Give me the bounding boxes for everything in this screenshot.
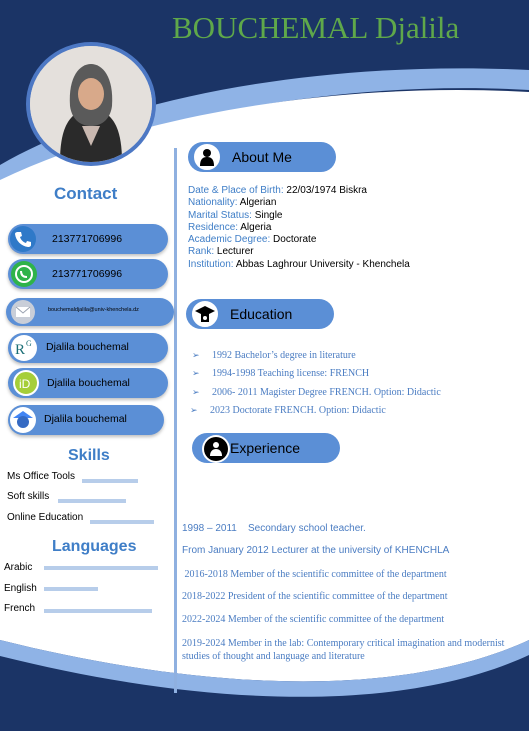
- graduation-cap-icon: [190, 299, 220, 329]
- info-value: 22/03/1974 Biskra: [283, 185, 367, 196]
- skill-bar: [58, 499, 126, 503]
- bullet-arrow-icon: ➢: [192, 368, 200, 378]
- info-row: [188, 259, 410, 271]
- svg-text:iD: iD: [19, 377, 31, 391]
- info-row: [188, 222, 410, 234]
- language-label: French: [4, 603, 36, 614]
- education-item: 1994-1998 Teaching license: FRENCH: [212, 368, 370, 379]
- experience-item: 2022-2024 Member of the scientific committee of the department: [182, 614, 445, 625]
- researchgate-name: Djalila bouchemal: [46, 341, 129, 353]
- phone-icon: [10, 226, 36, 252]
- education-item: 1992 Bachelor’s degree in literature: [212, 350, 356, 361]
- experience-item: 2018-2022 President of the scientific committee of the department: [182, 591, 448, 602]
- experience-item: From January 2012 Lecturer at the university of KHENCHLA: [182, 545, 450, 556]
- skill-label: Online Education: [7, 512, 84, 523]
- skill-label: Soft skills: [7, 491, 50, 502]
- skill-label: Ms Office Tools: [7, 471, 75, 482]
- orcid-contact[interactable]: [8, 368, 168, 398]
- language-bar: [44, 587, 98, 591]
- phone-contact[interactable]: [8, 224, 168, 254]
- experience-icon: [202, 435, 230, 463]
- svg-text:R: R: [15, 342, 26, 358]
- experience-item: 1998 – 2011 Secondary school teacher.: [182, 523, 366, 534]
- info-row: [188, 210, 410, 222]
- info-value: Lecturer: [214, 246, 254, 258]
- info-value: Doctorate: [270, 234, 317, 246]
- skill-bar: [82, 479, 138, 483]
- experience-item: 2016-2018 Member of the scientific committee of the department: [182, 569, 447, 580]
- scholar-name: Djalila bouchemal: [44, 413, 127, 425]
- info-key: Institution:: [188, 258, 234, 270]
- info-key: Academic Degree:: [188, 234, 271, 246]
- bullet-arrow-icon: ➢: [192, 350, 200, 360]
- google-scholar-icon: [10, 407, 36, 433]
- education-heading: Education: [230, 306, 293, 322]
- info-value: Abbas Laghrour University - Khenchela: [233, 258, 410, 270]
- svg-text:G: G: [26, 339, 32, 348]
- bullet-arrow-icon: ➢: [192, 387, 200, 397]
- mail-icon: [11, 300, 35, 324]
- info-key: Residence:: [188, 221, 239, 233]
- email-contact[interactable]: [6, 298, 174, 326]
- profile-photo: [26, 42, 156, 166]
- skills-heading: Skills: [68, 447, 110, 464]
- email-address: bouchemaldjalila@univ-khenchela.dz: [48, 307, 139, 313]
- info-row: [188, 197, 410, 209]
- experience-heading: Experience: [230, 440, 301, 456]
- personal-info: [188, 185, 410, 271]
- whatsapp-contact[interactable]: [8, 259, 168, 289]
- info-value: Algeria: [238, 221, 272, 233]
- contact-heading: Contact: [54, 184, 118, 203]
- info-value: Single: [251, 209, 283, 221]
- info-key: Date & Place of Birth:: [188, 185, 284, 196]
- researchgate-icon: [11, 335, 37, 361]
- languages-heading: Languages: [52, 538, 137, 555]
- whatsapp-number: 213771706996: [52, 268, 123, 280]
- bullet-arrow-icon: ➢: [190, 405, 198, 415]
- education-item: 2006- 2011 Magister Degree FRENCH. Option: Didactic: [212, 387, 441, 398]
- info-value: Algerian: [237, 197, 277, 209]
- info-key: Nationality:: [188, 197, 238, 209]
- orcid-icon: [13, 370, 39, 396]
- candidate-name: BOUCHEMAL Djalila: [172, 10, 460, 45]
- about-me-heading: About Me: [232, 149, 292, 165]
- info-row: [188, 185, 410, 197]
- researchgate-contact[interactable]: [8, 333, 168, 363]
- skill-bar: [90, 520, 154, 524]
- education-item: 2023 Doctorate FRENCH. Option: Didactic: [210, 405, 386, 416]
- whatsapp-icon: [11, 261, 37, 287]
- orcid-name: Djalila bouchemal: [47, 377, 130, 389]
- info-row: [188, 234, 410, 246]
- language-label: English: [4, 583, 37, 594]
- info-row: [188, 246, 410, 258]
- phone-number: 213771706996: [52, 233, 123, 245]
- language-label: Arabic: [4, 562, 33, 573]
- section-divider: [174, 148, 177, 693]
- language-bar: [44, 566, 158, 570]
- info-key: Marital Status:: [188, 209, 252, 221]
- info-key: Rank:: [188, 246, 215, 258]
- experience-item: 2019-2024 Member in the lab: Contemporary critical imagination and modernist studies of thought and language and literature: [182, 638, 505, 662]
- person-icon: [192, 142, 222, 172]
- language-bar: [44, 609, 152, 613]
- scholar-contact[interactable]: [8, 405, 164, 435]
